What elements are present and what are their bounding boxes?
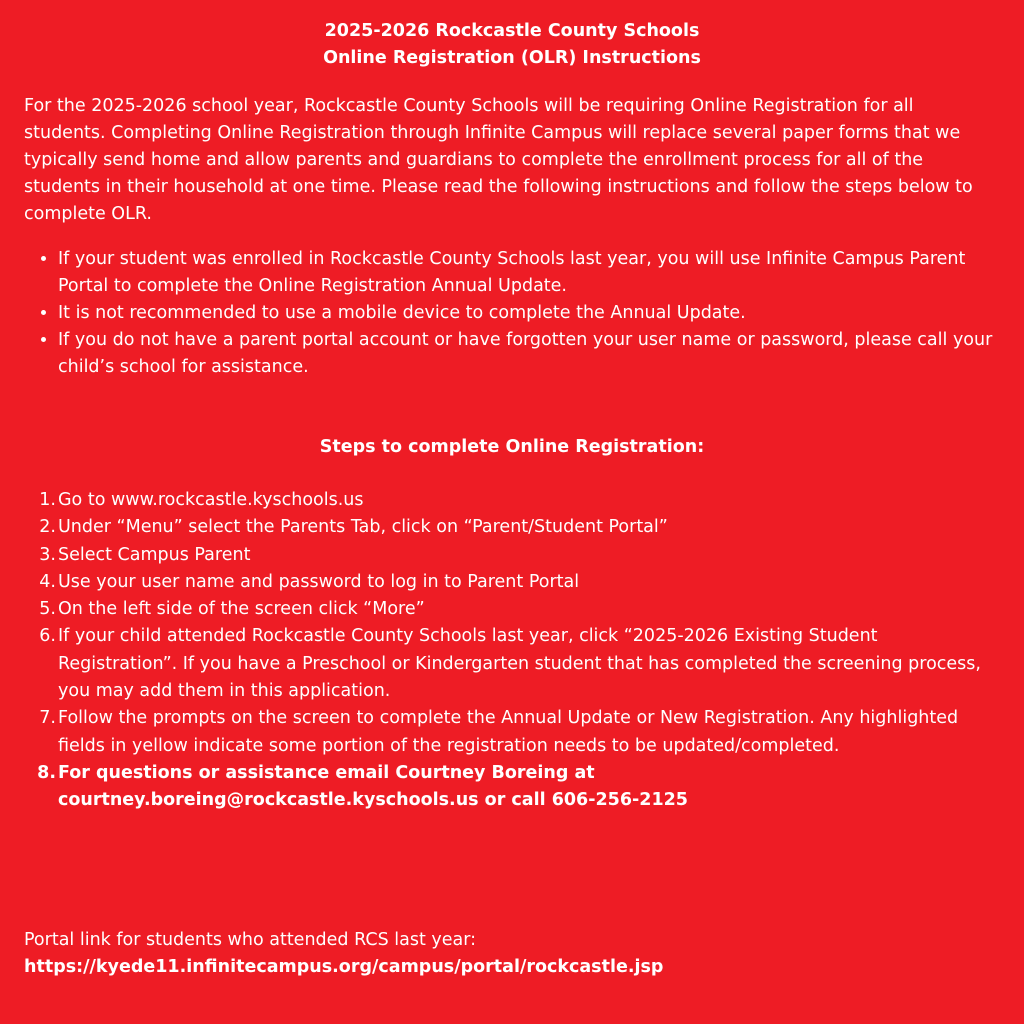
step-item: Follow the prompts on the screen to complete the Annual Update or New Registration. Any highlighted fields in yellow indicate some portion of the registration needs to be updated/completed. — [58, 708, 959, 756]
portal-link-section — [24, 927, 663, 981]
note-item: • If your student was enrolled in Rockcastle County Schools last year, you will use Infinite Campus Parent Portal to complete the Online Registration Annual Update. — [58, 246, 1000, 300]
note-item: • If you do not have a parent portal account or have forgotten your user name or password, please call your child’s school for assistance. — [58, 327, 1000, 381]
note-item: • It is not recommended to use a mobile device to complete the Annual Update. — [58, 300, 1000, 327]
page-title — [24, 18, 1000, 72]
step-item-contact: For questions or assistance email Courtney Boreing at courtney.boreing@rockcastle.kyschools.us or call 606-256-2125 — [58, 762, 688, 811]
step-item: If your child attended Rockcastle County Schools last year, click “2025-2026 Existing Student Registration”. If you have a Preschool or Kindergarten student that has completed the screening process, you may add them in this application. — [58, 626, 981, 702]
step-item: Go to www.rockcastle.kyschools.us — [58, 490, 364, 510]
step-item: Under “Menu” select the Parents Tab, click on “Parent/Student Portal” — [58, 517, 668, 538]
steps-heading: Steps to complete Online Registration: — [319, 437, 705, 457]
step-item: On the left side of the screen click “More” — [58, 599, 425, 620]
portal-label: Portal link for students who attended RCS last year: — [24, 930, 477, 950]
notes-list — [24, 246, 1000, 381]
title-line-2: Online Registration (OLR) Instructions — [323, 48, 701, 68]
intro-paragraph: For the 2025-2026 school year, Rockcastle County Schools will be requiring Online Registration for all students. Completing Online Registration through Infinite Campus will replace several paper forms that we typically send home and allow parents and guardians to complete the enrollment process for all of the students in their household at one time. Please read the following instructions and follow the steps below to complete OLR. — [24, 96, 973, 224]
title-line-1: 2025-2026 Rockcastle County Schools — [324, 21, 700, 41]
step-item: Select Campus Parent — [58, 544, 251, 565]
step-item: Use your user name and password to log in to Parent Portal — [58, 571, 580, 592]
steps-list — [24, 487, 1000, 815]
portal-url-link[interactable]: https://kyede11.infinitecampus.org/campus/portal/rockcastle.jsp — [24, 957, 664, 977]
